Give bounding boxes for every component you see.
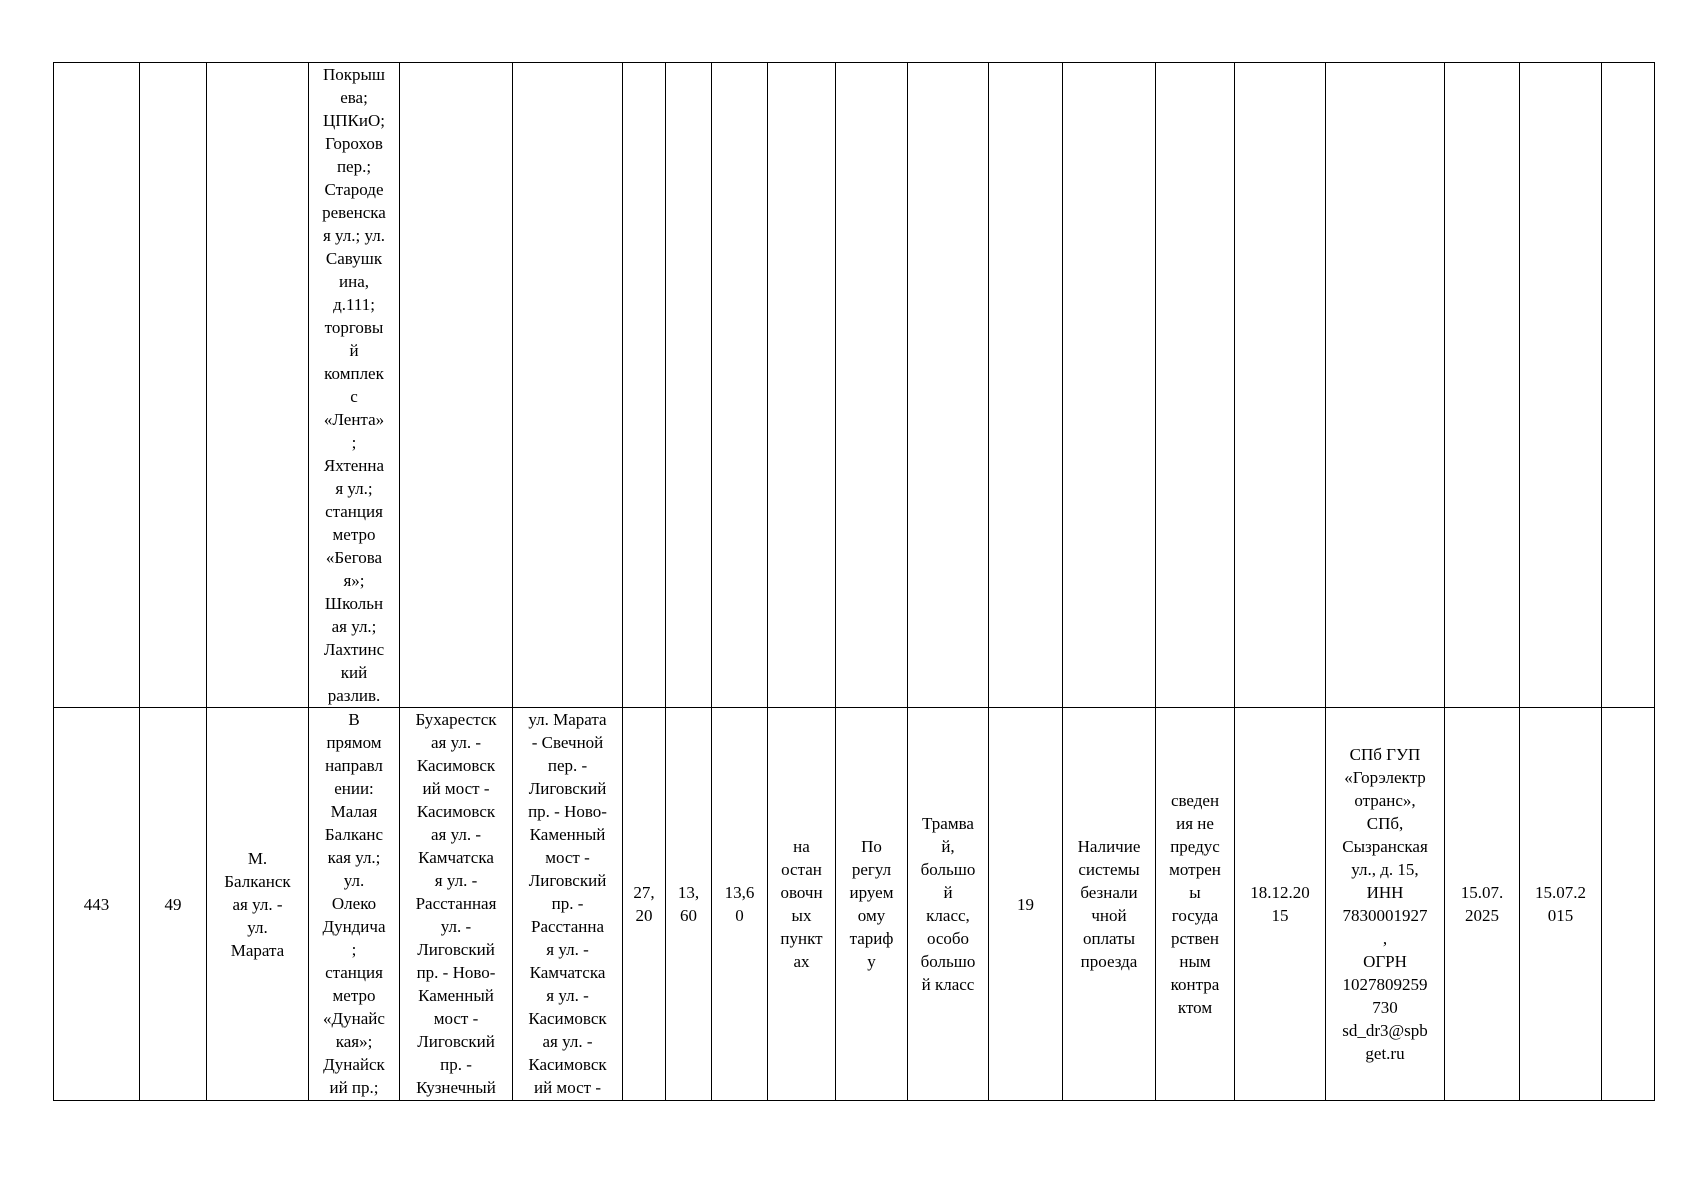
cell-route-number: 49 bbox=[140, 708, 207, 1101]
table-row-route-49 bbox=[54, 708, 1655, 1101]
cell-streets-forward: Бухарестск ая ул. - Касимовск ий мост - Касимовск ая ул. - Камчатска я ул. - Расстанная ул. - Лиговский пр. - Ново- Каменный мост - Лиговский пр. - Кузнечный bbox=[400, 708, 513, 1101]
cell-characteristics: Наличие системы безнали чной оплаты проезда bbox=[1063, 708, 1156, 1101]
cell-vehicle-count: 19 bbox=[989, 708, 1063, 1101]
cell-contract-end: 15.07. 2025 bbox=[1445, 708, 1520, 1101]
cell-contract-info bbox=[1156, 63, 1235, 708]
cell-contract-end bbox=[1445, 63, 1520, 708]
cell-tariff-type: По регул ируем ому тариф у bbox=[836, 708, 908, 1101]
table-row-continuation bbox=[54, 63, 1655, 708]
cell-stops: Покрыш ева; ЦПКиО; Горохов пер.; Староде ревенска я ул.; ул. Савушк ина, д.111; торговы й комплек с «Лента» ; Яхтенна я ул.; станция метро «Бегова я»; Школьн ая ул.; Лахтинс кий разлив. bbox=[309, 63, 400, 708]
cell-carrier bbox=[1326, 63, 1445, 708]
cell-tariff-type bbox=[836, 63, 908, 708]
cell-vehicle-class: Трамва й, большо й класс, особо большо й класс bbox=[908, 708, 989, 1101]
cell-route-name bbox=[207, 63, 309, 708]
cell-contract-start bbox=[1520, 63, 1602, 708]
cell-length-forward bbox=[666, 63, 712, 708]
cell-streets-backward: ул. Марата - Свечной пер. - Лиговский пр. - Ново- Каменный мост - Лиговский пр. - Расстанна я ул. - Камчатска я ул. - Касимовск ая ул. - Касимовск ий мост - bbox=[513, 708, 623, 1101]
cell-number bbox=[54, 63, 140, 708]
cell-stops: В прямом направл ении: Малая Балканс кая ул.; ул. Олеко Дундича ; станция метро «Дунайс кая»; Дунайск ий пр.; bbox=[309, 708, 400, 1101]
cell-route-name: М. Балканск ая ул. - ул. Марата bbox=[207, 708, 309, 1101]
cell-streets-forward bbox=[400, 63, 513, 708]
cell-vehicle-class bbox=[908, 63, 989, 708]
cell-contract-start: 15.07.2 015 bbox=[1520, 708, 1602, 1101]
cell-route-number bbox=[140, 63, 207, 708]
cell-length-forward: 13, 60 bbox=[666, 708, 712, 1101]
cell-number: 443 bbox=[54, 708, 140, 1101]
cell-boarding-order bbox=[768, 63, 836, 708]
cell-length-total bbox=[623, 63, 666, 708]
cell-start-date: 18.12.20 15 bbox=[1235, 708, 1326, 1101]
cell-start-date bbox=[1235, 63, 1326, 708]
cell-length-total: 27, 20 bbox=[623, 708, 666, 1101]
cell-extra bbox=[1602, 63, 1655, 708]
cell-contract-info: сведен ия не предус мотрен ы госуда рствен ным контра ктом bbox=[1156, 708, 1235, 1101]
cell-carrier: СПб ГУП «Горэлектр отранс», СПб, Сызранская ул., д. 15, ИНН 7830001927 , ОГРН 1027809259 730 sd_dr3@spb get.ru bbox=[1326, 708, 1445, 1101]
cell-characteristics bbox=[1063, 63, 1156, 708]
cell-length-backward: 13,6 0 bbox=[712, 708, 768, 1101]
cell-vehicle-count bbox=[989, 63, 1063, 708]
cell-length-backward bbox=[712, 63, 768, 708]
cell-streets-backward bbox=[513, 63, 623, 708]
cell-boarding-order: на остан овочн ых пункт ах bbox=[768, 708, 836, 1101]
cell-extra bbox=[1602, 708, 1655, 1101]
routes-table bbox=[53, 62, 1655, 1101]
